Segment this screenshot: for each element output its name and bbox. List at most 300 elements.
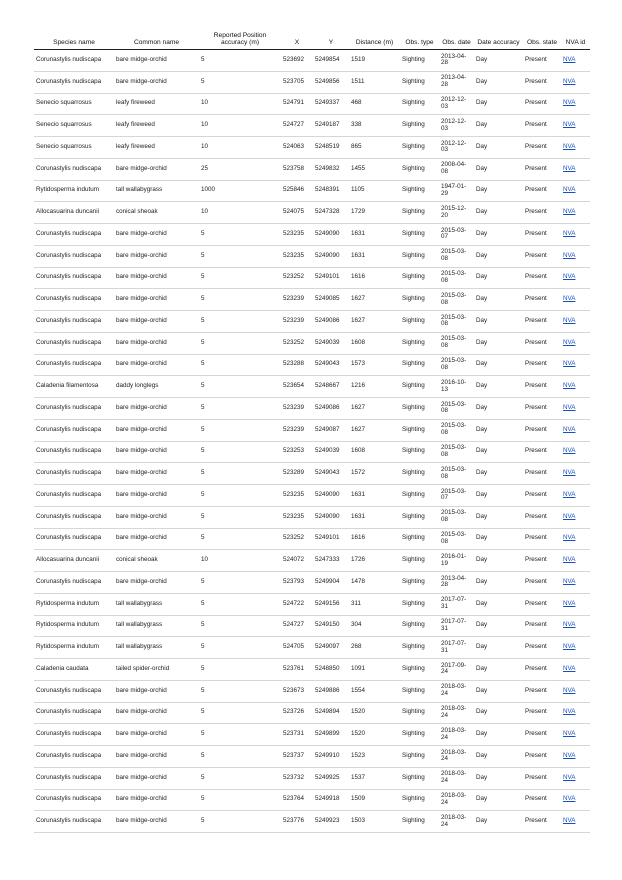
cell-nva-id — [561, 332, 590, 354]
cell-species-name: Senecio squarrosus — [34, 137, 114, 159]
cell-nva-id — [561, 441, 590, 463]
cell-obs-state: Present — [523, 224, 561, 246]
nva-link[interactable]: NVA — [563, 664, 576, 672]
cell-obs-state: Present — [523, 398, 561, 420]
table-row — [34, 158, 590, 180]
cell-date-accuracy: Day — [474, 332, 523, 354]
cell-date-accuracy: Day — [474, 702, 523, 724]
cell-common-name: bare midge-orchid — [114, 702, 199, 724]
cell-y: 5249085 — [313, 289, 349, 311]
nva-link[interactable]: NVA — [563, 686, 576, 694]
nva-link[interactable]: NVA — [563, 273, 576, 281]
cell-obs-state: Present — [523, 71, 561, 93]
cell-obs-state: Present — [523, 441, 561, 463]
cell-obs-type: Sighting — [400, 202, 439, 224]
cell-x: 523239 — [281, 398, 313, 420]
table-row — [34, 137, 590, 159]
cell-common-name: leafy fireweed — [114, 115, 199, 137]
cell-obs-date: 2016-01-19 — [439, 550, 474, 572]
cell-y: 5249101 — [313, 267, 349, 289]
cell-species-name: Corunastylis nudiscapa — [34, 680, 114, 702]
cell-obs-state: Present — [523, 593, 561, 615]
cell-date-accuracy: Day — [474, 724, 523, 746]
cell-common-name: daddy longlegs — [114, 376, 199, 398]
cell-common-name: tall wallabygrass — [114, 615, 199, 637]
cell-distance: 1519 — [349, 50, 400, 72]
table-row — [34, 593, 590, 615]
cell-obs-date: 2013-04-28 — [439, 50, 474, 72]
cell-species-name: Corunastylis nudiscapa — [34, 50, 114, 72]
cell-species-name: Corunastylis nudiscapa — [34, 245, 114, 267]
cell-obs-date: 1947-01-29 — [439, 180, 474, 202]
cell-species-name: Corunastylis nudiscapa — [34, 746, 114, 768]
cell-obs-type: Sighting — [400, 224, 439, 246]
cell-nva-id — [561, 202, 590, 224]
nva-link[interactable]: NVA — [563, 142, 576, 150]
nva-link[interactable]: NVA — [563, 403, 576, 411]
cell-obs-state: Present — [523, 811, 561, 833]
cell-obs-type: Sighting — [400, 789, 439, 811]
cell-y: 5249090 — [313, 245, 349, 267]
cell-obs-state: Present — [523, 680, 561, 702]
cell-position-accuracy: 5 — [199, 746, 281, 768]
cell-distance: 1478 — [349, 572, 400, 594]
cell-distance: 1105 — [349, 180, 400, 202]
cell-obs-type: Sighting — [400, 398, 439, 420]
cell-position-accuracy: 5 — [199, 485, 281, 507]
cell-obs-date: 2012-12-03 — [439, 93, 474, 115]
table-row — [34, 746, 590, 768]
table-row — [34, 202, 590, 224]
cell-distance: 1537 — [349, 767, 400, 789]
cell-obs-type: Sighting — [400, 572, 439, 594]
cell-common-name: bare midge-orchid — [114, 245, 199, 267]
cell-x: 523289 — [281, 463, 313, 485]
cell-obs-state: Present — [523, 659, 561, 681]
cell-obs-type: Sighting — [400, 767, 439, 789]
cell-common-name: bare midge-orchid — [114, 267, 199, 289]
cell-nva-id — [561, 398, 590, 420]
table-row — [34, 506, 590, 528]
cell-obs-type: Sighting — [400, 311, 439, 333]
table-row — [34, 267, 590, 289]
cell-species-name: Corunastylis nudiscapa — [34, 572, 114, 594]
cell-obs-type: Sighting — [400, 680, 439, 702]
cell-position-accuracy: 5 — [199, 267, 281, 289]
cell-x: 523776 — [281, 811, 313, 833]
nva-link[interactable]: NVA — [563, 751, 576, 759]
cell-obs-state: Present — [523, 311, 561, 333]
nva-link[interactable]: NVA — [563, 360, 576, 368]
cell-obs-type: Sighting — [400, 550, 439, 572]
cell-date-accuracy: Day — [474, 789, 523, 811]
cell-obs-date: 2017-07-31 — [439, 615, 474, 637]
nva-link[interactable]: NVA — [563, 534, 576, 542]
cell-x: 524072 — [281, 550, 313, 572]
cell-x: 523235 — [281, 224, 313, 246]
nva-link[interactable]: NVA — [563, 425, 576, 433]
cell-x: 523692 — [281, 50, 313, 72]
cell-y: 5249854 — [313, 50, 349, 72]
cell-nva-id — [561, 289, 590, 311]
cell-x: 523758 — [281, 158, 313, 180]
cell-date-accuracy: Day — [474, 441, 523, 463]
cell-obs-state: Present — [523, 506, 561, 528]
nva-link[interactable]: NVA — [563, 186, 576, 194]
table-row — [34, 115, 590, 137]
cell-y: 5247328 — [313, 202, 349, 224]
nva-link[interactable]: NVA — [563, 556, 576, 564]
nva-link[interactable]: NVA — [563, 773, 576, 781]
nva-link[interactable]: NVA — [563, 295, 576, 303]
cell-obs-date: 2015-03-08 — [439, 506, 474, 528]
table-row — [34, 441, 590, 463]
cell-distance: 1631 — [349, 506, 400, 528]
nva-link[interactable]: NVA — [563, 99, 576, 107]
header-obs-state: Obs. state — [523, 28, 561, 50]
header-obs-type: Obs. type — [400, 28, 439, 50]
cell-obs-type: Sighting — [400, 593, 439, 615]
cell-nva-id — [561, 767, 590, 789]
cell-obs-date: 2015-03-08 — [439, 332, 474, 354]
nva-link[interactable]: NVA — [563, 599, 576, 607]
cell-common-name: bare midge-orchid — [114, 680, 199, 702]
table-row — [34, 767, 590, 789]
cell-obs-state: Present — [523, 615, 561, 637]
cell-common-name: bare midge-orchid — [114, 811, 199, 833]
cell-x: 523252 — [281, 332, 313, 354]
cell-date-accuracy: Day — [474, 811, 523, 833]
cell-y: 5249039 — [313, 332, 349, 354]
cell-common-name: bare midge-orchid — [114, 332, 199, 354]
cell-nva-id — [561, 702, 590, 724]
nva-link[interactable]: NVA — [563, 164, 576, 172]
cell-date-accuracy: Day — [474, 311, 523, 333]
header-date-accuracy: Date accuracy — [474, 28, 523, 50]
nva-link[interactable]: NVA — [563, 55, 576, 63]
cell-distance: 865 — [349, 137, 400, 159]
cell-obs-type: Sighting — [400, 615, 439, 637]
cell-position-accuracy: 5 — [199, 463, 281, 485]
cell-obs-state: Present — [523, 550, 561, 572]
table-row — [34, 789, 590, 811]
cell-obs-date: 2015-03-08 — [439, 463, 474, 485]
cell-species-name: Corunastylis nudiscapa — [34, 354, 114, 376]
nva-link[interactable]: NVA — [563, 795, 576, 803]
cell-obs-type: Sighting — [400, 158, 439, 180]
cell-obs-state: Present — [523, 289, 561, 311]
cell-position-accuracy: 5 — [199, 354, 281, 376]
header-x: X — [281, 28, 313, 50]
table-row — [34, 311, 590, 333]
cell-nva-id — [561, 811, 590, 833]
cell-y: 5247333 — [313, 550, 349, 572]
cell-obs-date: 2018-03-24 — [439, 702, 474, 724]
cell-nva-id — [561, 419, 590, 441]
cell-nva-id — [561, 463, 590, 485]
cell-distance: 1631 — [349, 485, 400, 507]
table-row — [34, 398, 590, 420]
cell-common-name: tall wallabygrass — [114, 593, 199, 615]
cell-date-accuracy: Day — [474, 354, 523, 376]
cell-distance: 1631 — [349, 245, 400, 267]
cell-nva-id — [561, 354, 590, 376]
cell-x: 523239 — [281, 289, 313, 311]
cell-obs-date: 2013-04-28 — [439, 572, 474, 594]
cell-position-accuracy: 5 — [199, 811, 281, 833]
cell-x: 523731 — [281, 724, 313, 746]
cell-x: 523288 — [281, 354, 313, 376]
cell-y: 5249086 — [313, 311, 349, 333]
nva-link[interactable]: NVA — [563, 643, 576, 651]
cell-obs-type: Sighting — [400, 376, 439, 398]
cell-y: 5249090 — [313, 224, 349, 246]
nva-link[interactable]: NVA — [563, 621, 576, 629]
nva-link[interactable]: NVA — [563, 251, 576, 259]
cell-x: 523737 — [281, 746, 313, 768]
cell-position-accuracy: 5 — [199, 245, 281, 267]
cell-species-name: Allocasuarina duncanii — [34, 202, 114, 224]
cell-date-accuracy: Day — [474, 593, 523, 615]
nva-link[interactable]: NVA — [563, 447, 576, 455]
table-row — [34, 550, 590, 572]
cell-position-accuracy: 5 — [199, 615, 281, 637]
cell-date-accuracy: Day — [474, 71, 523, 93]
cell-common-name: bare midge-orchid — [114, 354, 199, 376]
cell-obs-date: 2013-04-28 — [439, 71, 474, 93]
cell-position-accuracy: 5 — [199, 311, 281, 333]
cell-common-name: tailed spider-orchid — [114, 659, 199, 681]
cell-x: 523726 — [281, 702, 313, 724]
header-position-accuracy: Reported Position accuracy (m) — [199, 28, 281, 50]
cell-distance: 1520 — [349, 724, 400, 746]
cell-nva-id — [561, 659, 590, 681]
cell-species-name: Senecio squarrosus — [34, 93, 114, 115]
cell-species-name: Rytidosperma indutum — [34, 637, 114, 659]
cell-position-accuracy: 10 — [199, 550, 281, 572]
nva-link[interactable]: NVA — [563, 382, 576, 390]
table-row — [34, 637, 590, 659]
cell-nva-id — [561, 680, 590, 702]
cell-x: 523239 — [281, 419, 313, 441]
cell-obs-state: Present — [523, 637, 561, 659]
cell-obs-date: 2018-03-24 — [439, 789, 474, 811]
nva-link[interactable]: NVA — [563, 469, 576, 477]
cell-common-name: bare midge-orchid — [114, 224, 199, 246]
cell-y: 5248519 — [313, 137, 349, 159]
cell-common-name: bare midge-orchid — [114, 746, 199, 768]
nva-link[interactable]: NVA — [563, 817, 576, 825]
cell-x: 523761 — [281, 659, 313, 681]
cell-obs-state: Present — [523, 724, 561, 746]
cell-distance: 1726 — [349, 550, 400, 572]
cell-nva-id — [561, 746, 590, 768]
cell-common-name: bare midge-orchid — [114, 71, 199, 93]
cell-species-name: Corunastylis nudiscapa — [34, 419, 114, 441]
cell-nva-id — [561, 528, 590, 550]
nva-link[interactable]: NVA — [563, 730, 576, 738]
cell-y: 5249899 — [313, 724, 349, 746]
cell-distance: 1627 — [349, 289, 400, 311]
nva-link[interactable]: NVA — [563, 512, 576, 520]
cell-obs-type: Sighting — [400, 50, 439, 72]
cell-obs-state: Present — [523, 158, 561, 180]
nva-link[interactable]: NVA — [563, 577, 576, 585]
cell-distance: 1503 — [349, 811, 400, 833]
cell-nva-id — [561, 158, 590, 180]
cell-x: 524791 — [281, 93, 313, 115]
cell-obs-type: Sighting — [400, 419, 439, 441]
cell-position-accuracy: 5 — [199, 289, 281, 311]
header-species-name: Species name — [34, 28, 114, 50]
cell-obs-type: Sighting — [400, 724, 439, 746]
table-row — [34, 811, 590, 833]
cell-nva-id — [561, 267, 590, 289]
cell-distance: 1455 — [349, 158, 400, 180]
table-row — [34, 615, 590, 637]
nva-link[interactable]: NVA — [563, 338, 576, 346]
cell-x: 524705 — [281, 637, 313, 659]
cell-x: 523764 — [281, 789, 313, 811]
cell-distance: 1523 — [349, 746, 400, 768]
cell-obs-type: Sighting — [400, 659, 439, 681]
cell-obs-state: Present — [523, 528, 561, 550]
cell-obs-type: Sighting — [400, 115, 439, 137]
cell-common-name: bare midge-orchid — [114, 398, 199, 420]
cell-nva-id — [561, 376, 590, 398]
nva-link[interactable]: NVA — [563, 490, 576, 498]
cell-species-name: Corunastylis nudiscapa — [34, 702, 114, 724]
cell-x: 524727 — [281, 115, 313, 137]
cell-nva-id — [561, 724, 590, 746]
table-row — [34, 245, 590, 267]
cell-obs-date: 2017-07-31 — [439, 637, 474, 659]
cell-common-name: leafy fireweed — [114, 93, 199, 115]
nva-link[interactable]: NVA — [563, 77, 576, 85]
cell-obs-date: 2015-03-08 — [439, 354, 474, 376]
cell-distance: 1572 — [349, 463, 400, 485]
cell-obs-state: Present — [523, 245, 561, 267]
cell-obs-date: 2016-10-13 — [439, 376, 474, 398]
cell-distance: 338 — [349, 115, 400, 137]
cell-nva-id — [561, 789, 590, 811]
nva-link[interactable]: NVA — [563, 316, 576, 324]
header-nva-id: NVA id — [561, 28, 590, 50]
cell-y: 5249101 — [313, 528, 349, 550]
header-obs-date: Obs. date — [439, 28, 474, 50]
cell-distance: 304 — [349, 615, 400, 637]
cell-obs-date: 2017-09-24 — [439, 659, 474, 681]
cell-distance: 1509 — [349, 789, 400, 811]
cell-obs-state: Present — [523, 485, 561, 507]
cell-distance: 311 — [349, 593, 400, 615]
cell-common-name: bare midge-orchid — [114, 789, 199, 811]
cell-common-name: bare midge-orchid — [114, 724, 199, 746]
cell-obs-type: Sighting — [400, 71, 439, 93]
cell-date-accuracy: Day — [474, 680, 523, 702]
cell-date-accuracy: Day — [474, 659, 523, 681]
cell-species-name: Corunastylis nudiscapa — [34, 267, 114, 289]
cell-obs-state: Present — [523, 702, 561, 724]
cell-date-accuracy: Day — [474, 93, 523, 115]
cell-obs-date: 2015-03-08 — [439, 289, 474, 311]
cell-position-accuracy: 5 — [199, 71, 281, 93]
cell-position-accuracy: 10 — [199, 137, 281, 159]
cell-nva-id — [561, 93, 590, 115]
cell-date-accuracy: Day — [474, 419, 523, 441]
table-row — [34, 680, 590, 702]
cell-obs-state: Present — [523, 137, 561, 159]
nva-link[interactable]: NVA — [563, 229, 576, 237]
cell-obs-date: 2015-03-08 — [439, 528, 474, 550]
cell-obs-state: Present — [523, 746, 561, 768]
cell-y: 5249039 — [313, 441, 349, 463]
cell-date-accuracy: Day — [474, 550, 523, 572]
cell-obs-state: Present — [523, 354, 561, 376]
table-row — [34, 572, 590, 594]
cell-obs-state: Present — [523, 180, 561, 202]
cell-obs-date: 2008-04-08 — [439, 158, 474, 180]
cell-position-accuracy: 5 — [199, 680, 281, 702]
cell-position-accuracy: 5 — [199, 593, 281, 615]
cell-x: 523239 — [281, 311, 313, 333]
cell-obs-type: Sighting — [400, 811, 439, 833]
cell-obs-date: 2018-03-24 — [439, 680, 474, 702]
cell-position-accuracy: 5 — [199, 441, 281, 463]
cell-species-name: Corunastylis nudiscapa — [34, 289, 114, 311]
nva-link[interactable]: NVA — [563, 121, 576, 129]
cell-date-accuracy: Day — [474, 572, 523, 594]
cell-position-accuracy: 5 — [199, 419, 281, 441]
cell-x: 523252 — [281, 528, 313, 550]
nva-link[interactable]: NVA — [563, 208, 576, 216]
cell-species-name: Corunastylis nudiscapa — [34, 789, 114, 811]
cell-date-accuracy: Day — [474, 137, 523, 159]
cell-species-name: Corunastylis nudiscapa — [34, 485, 114, 507]
cell-obs-state: Present — [523, 332, 561, 354]
cell-y: 5249904 — [313, 572, 349, 594]
cell-obs-date: 2015-03-08 — [439, 398, 474, 420]
cell-x: 523673 — [281, 680, 313, 702]
cell-obs-state: Present — [523, 50, 561, 72]
cell-obs-type: Sighting — [400, 485, 439, 507]
table-row — [34, 528, 590, 550]
cell-nva-id — [561, 245, 590, 267]
cell-obs-date: 2015-03-08 — [439, 245, 474, 267]
table-row — [34, 50, 590, 72]
cell-x: 523235 — [281, 245, 313, 267]
cell-y: 5249918 — [313, 789, 349, 811]
cell-common-name: conical sheoak — [114, 550, 199, 572]
cell-distance: 1631 — [349, 224, 400, 246]
cell-x: 523705 — [281, 71, 313, 93]
cell-species-name: Corunastylis nudiscapa — [34, 441, 114, 463]
cell-date-accuracy: Day — [474, 398, 523, 420]
cell-obs-date: 2015-03-07 — [439, 224, 474, 246]
cell-position-accuracy: 5 — [199, 572, 281, 594]
cell-distance: 1616 — [349, 267, 400, 289]
cell-position-accuracy: 25 — [199, 158, 281, 180]
cell-obs-date: 2012-12-03 — [439, 115, 474, 137]
cell-obs-date: 2015-03-08 — [439, 419, 474, 441]
cell-nva-id — [561, 180, 590, 202]
nva-link[interactable]: NVA — [563, 708, 576, 716]
cell-distance: 268 — [349, 637, 400, 659]
cell-x: 524727 — [281, 615, 313, 637]
cell-obs-date: 2018-03-24 — [439, 811, 474, 833]
cell-obs-date: 2015-03-08 — [439, 441, 474, 463]
cell-x: 523235 — [281, 506, 313, 528]
